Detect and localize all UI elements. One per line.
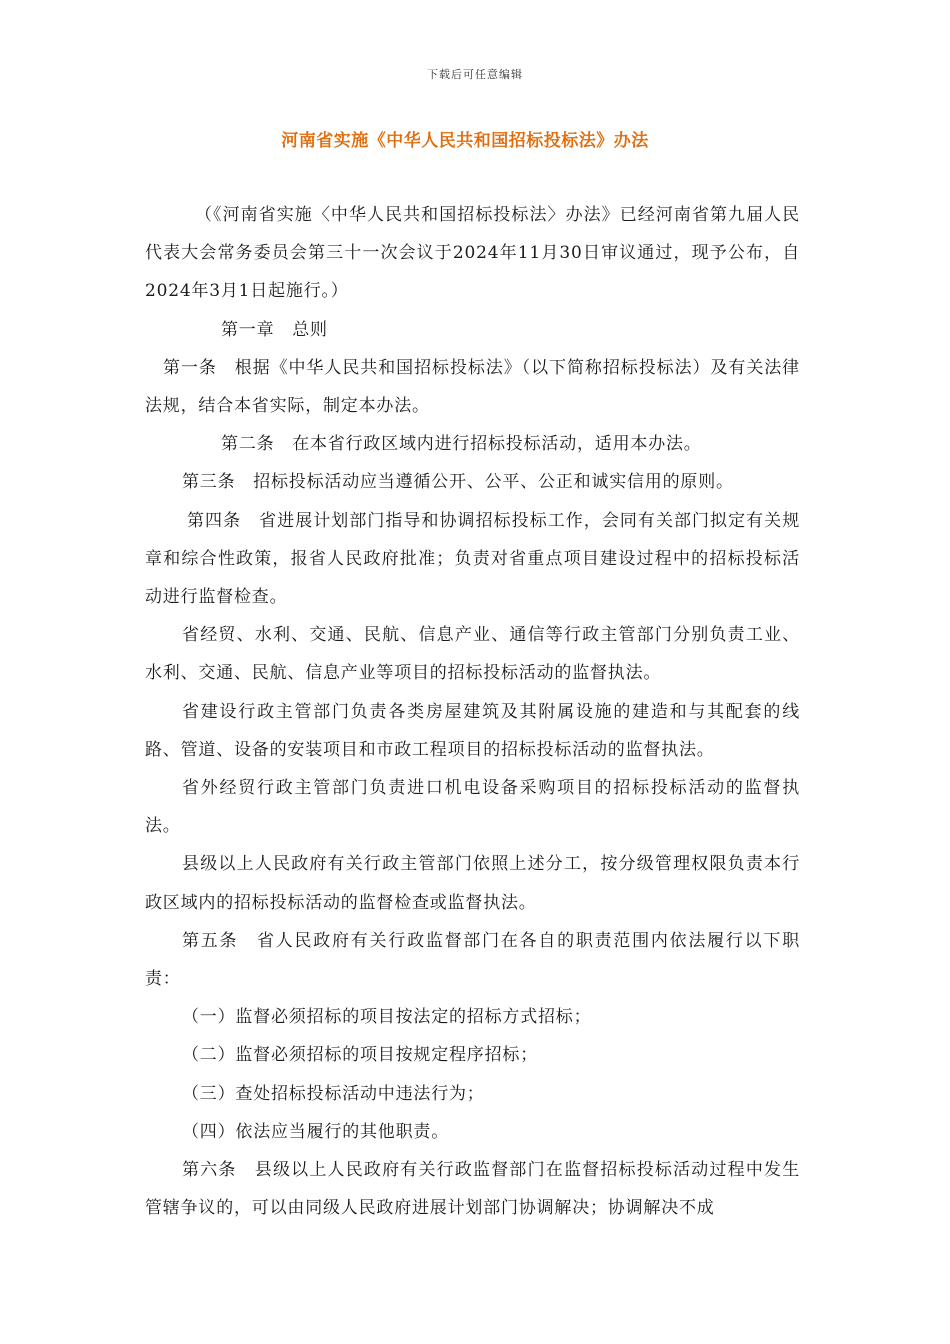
- article-1-paragraph: 第一条 根据《中华人民共和国招标投标法》（以下简称招标投标法）及有关法律法规，结合本省实际，制定本办法。: [145, 357, 800, 417]
- preamble-paragraph: （《河南省实施〈中华人民共和国招标投标法〉办法》已经河南省第九届人民代表大会常务委员会第三十一次会议于2024年11月30日审议通过，现予公布，自2024年3月1日起施行。）: [145, 205, 800, 302]
- article-5-item-1: （一）监督必须招标的项目按法定的招标方式招标；: [182, 1007, 592, 1028]
- article-5-item-4: （四）依法应当履行的其他职责。: [182, 1121, 449, 1142]
- header-note: 下载后可任意编辑: [427, 68, 523, 81]
- article-5-paragraph: 第五条 省人民政府有关行政监督部门在各自的职责范围内依法履行以下职责：: [145, 930, 800, 990]
- article-6-paragraph: 第六条 县级以上人民政府有关行政监督部门在监督招标投标活动过程中发生管辖争议的，可以由同级人民政府进展计划部门协调解决；协调解决不成: [145, 1160, 800, 1219]
- article-4-clause-2: 省经贸、水利、交通、民航、信息产业、通信等行政主管部门分别负责工业、水利、交通、民航、信息产业等项目的招标投标活动的监督执法。: [145, 625, 800, 684]
- document-title: 河南省实施《中华人民共和国招标投标法》办法: [281, 131, 649, 151]
- article-4-clause-5: 县级以上人民政府有关行政主管部门依照上述分工，按分级管理权限负责本行政区域内的招标投标活动的监督检查或监督执法。: [145, 854, 800, 913]
- document-body: [145, 196, 800, 1227]
- article-2-paragraph: 第二条 在本省行政区域内进行招标投标活动，适用本办法。: [221, 434, 702, 455]
- article-4-clause-4: 省外经贸行政主管部门负责进口机电设备采购项目的招标投标活动的监督执法。: [145, 778, 800, 837]
- article-5-item-3: （三）查处招标投标活动中违法行为；: [182, 1083, 485, 1104]
- article-4-paragraph: 第四条 省进展计划部门指导和协调招标投标工作，会同有关部门拟定有关规章和综合性政策，报省人民政府批准；负责对省重点项目建设过程中的招标投标活动进行监督检查。: [145, 510, 800, 608]
- chapter-heading: 第一章 总则: [221, 319, 328, 340]
- article-3-paragraph: 第三条 招标投标活动应当遵循公开、公平、公正和诚实信用的原则。: [182, 472, 734, 493]
- article-5-item-2: （二）监督必须招标的项目按规定程序招标；: [182, 1045, 538, 1066]
- article-4-clause-3: 省建设行政主管部门负责各类房屋建筑及其附属设施的建造和与其配套的线路、管道、设备的安装项目和市政工程项目的招标投标活动的监督执法。: [145, 701, 800, 760]
